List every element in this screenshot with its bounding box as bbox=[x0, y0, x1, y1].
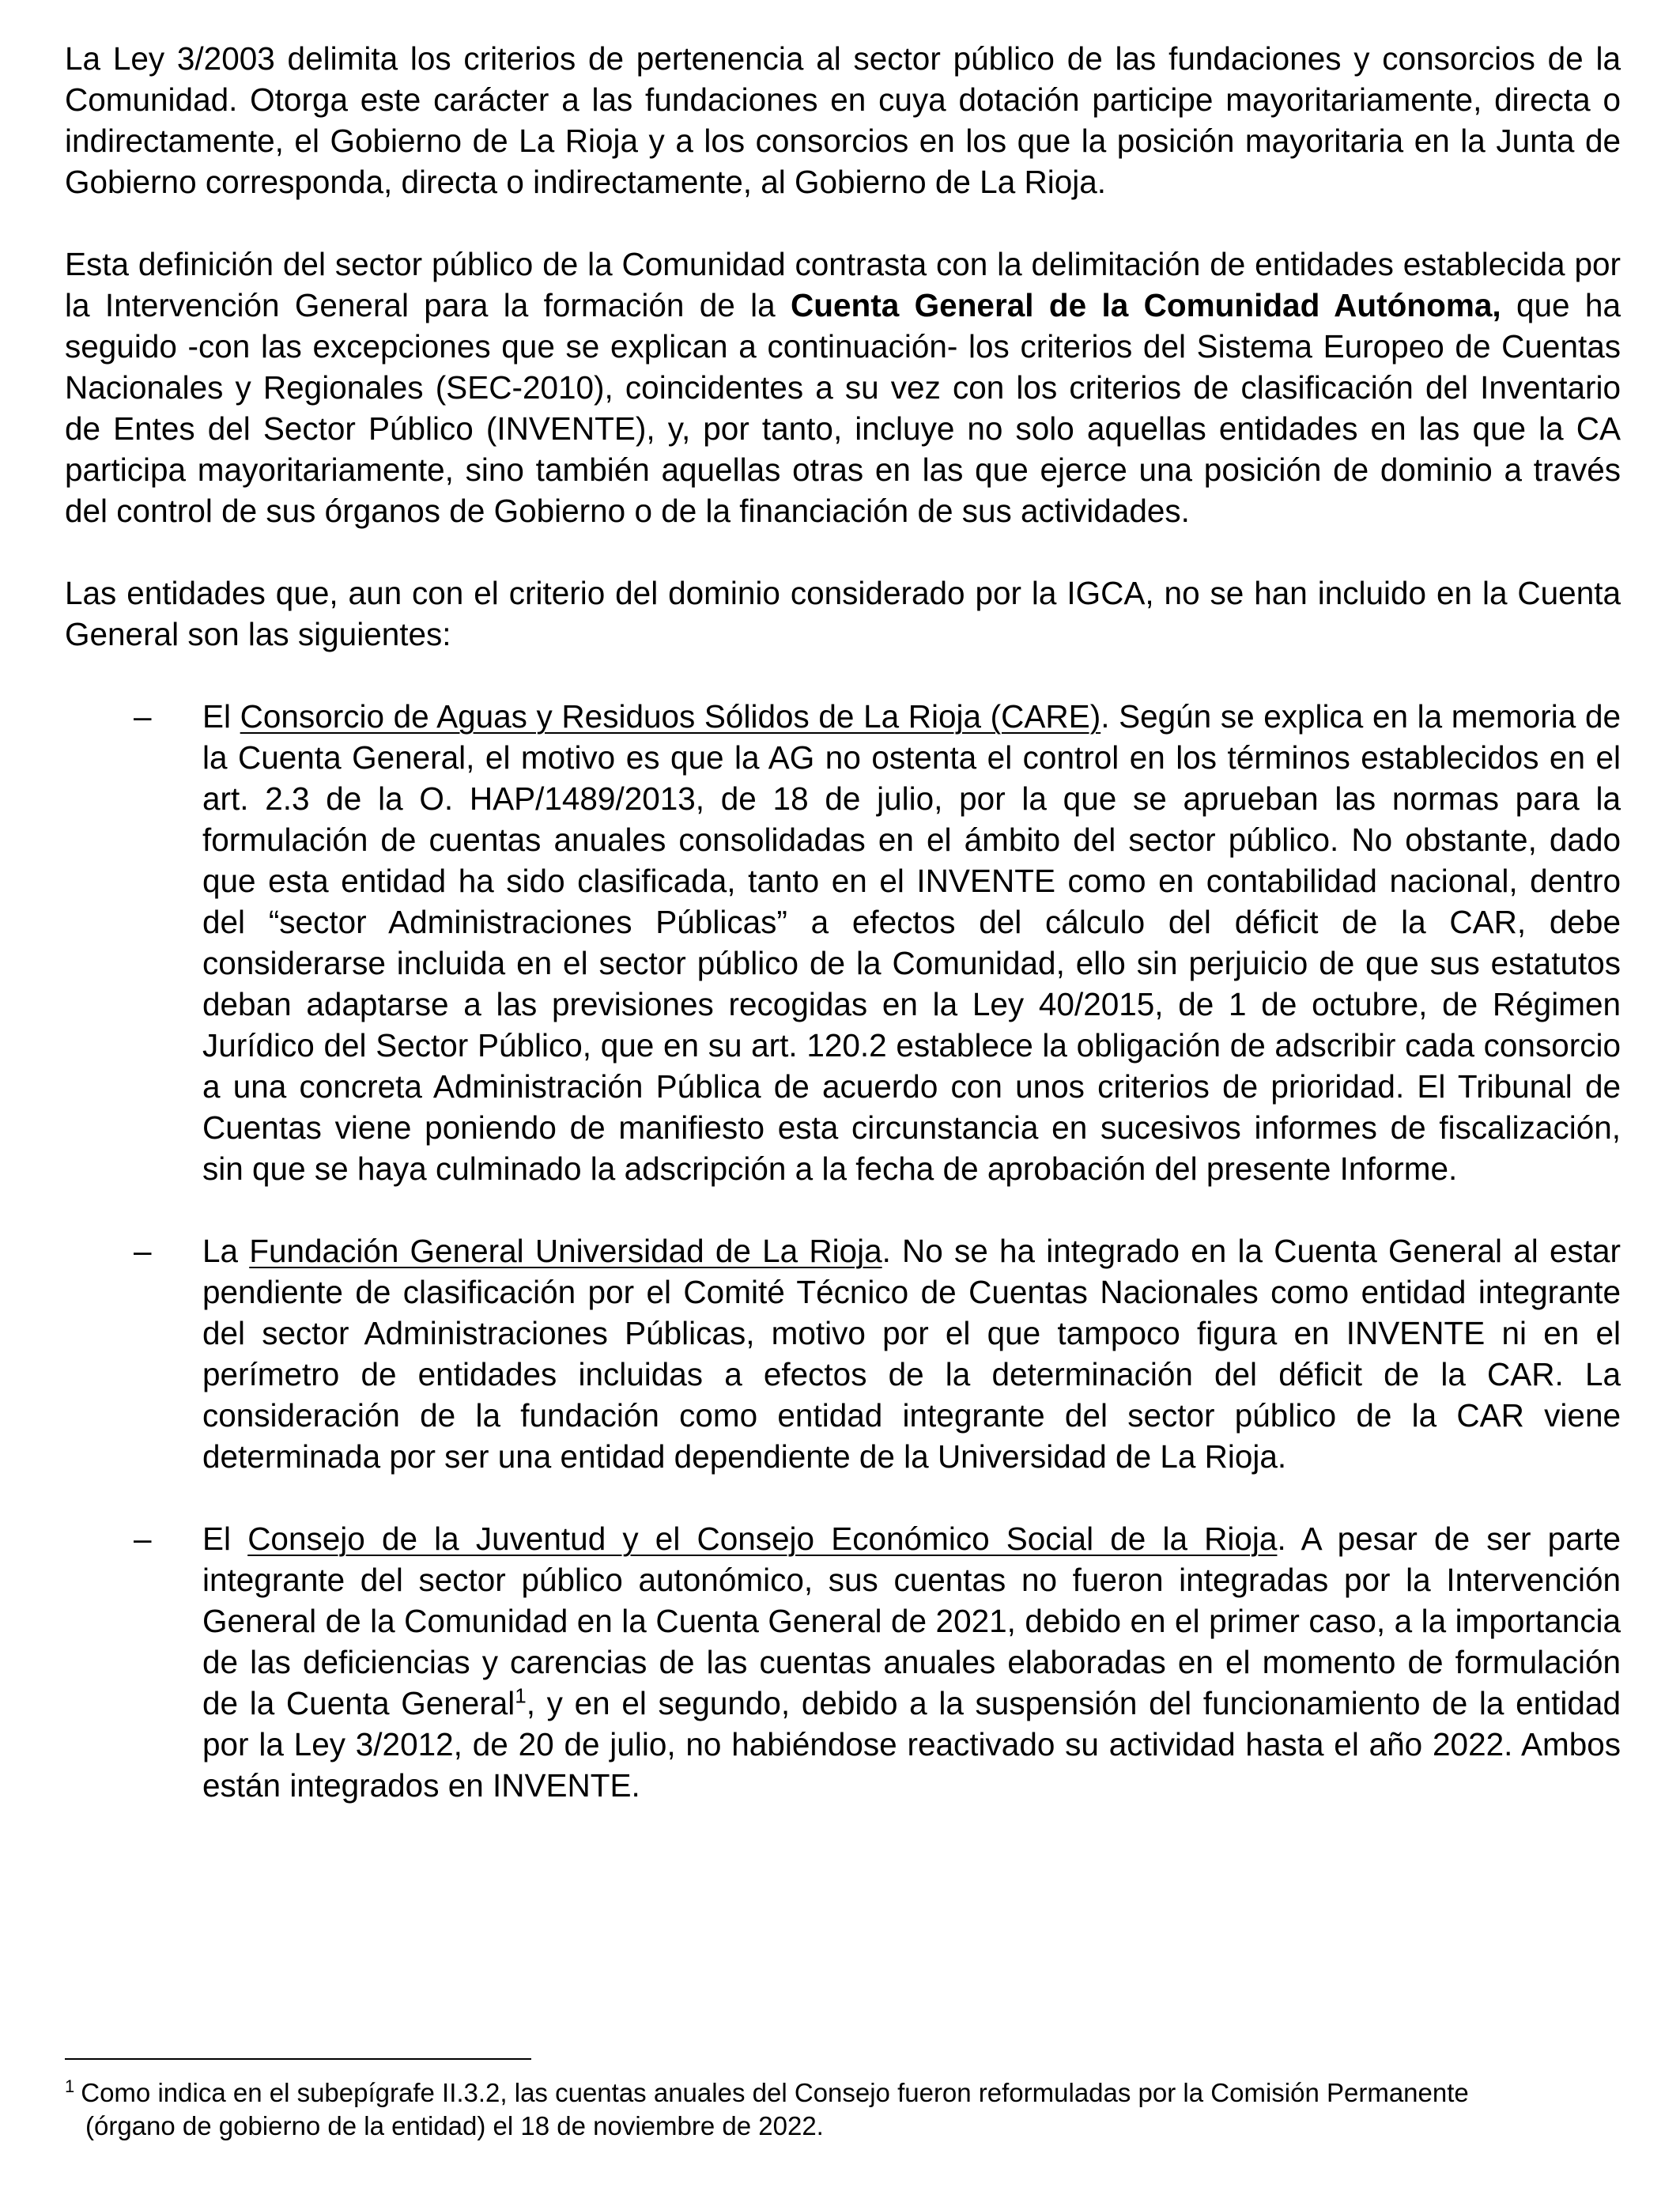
entity-name-underlined: Consejo de la Juventud y el Consejo Económico Social de la Rioja bbox=[247, 1521, 1278, 1557]
footnote-line-2: (órgano de gobierno de la entidad) el 18 de noviembre de 2022. bbox=[85, 2111, 824, 2140]
bullet-item-text bbox=[202, 1230, 1621, 1477]
footnote-separator bbox=[65, 2058, 531, 2060]
bullet-body: . A pesar de ser parte integrante del sector público autonómico, sus cuentas no fueron integradas por la Intervención General de la Comunidad en la Cuenta General de 2021, debido en el primer caso, a la importancia de las deficiencias y carencias de las cuentas anuales elaboradas en el momento de formulación de la Cuenta General bbox=[202, 1521, 1621, 1721]
paragraph-cuenta-general bbox=[65, 244, 1621, 531]
footnote bbox=[65, 2076, 1621, 2143]
bullet-prefix: El bbox=[202, 698, 240, 735]
entity-name-underlined: Fundación General Universidad de La Rioja bbox=[249, 1233, 882, 1269]
footnote-number: 1 bbox=[65, 2076, 75, 2096]
bullet-prefix: El bbox=[202, 1521, 248, 1557]
bullet-prefix: La bbox=[202, 1233, 250, 1269]
bullet-dash: – bbox=[134, 1233, 152, 1269]
document-body bbox=[65, 38, 1621, 1847]
paragraph-entidades-no-incluidas: Las entidades que, aun con el criterio del dominio considerado por la IGCA, no se han incluido en la Cuenta General son las siguientes: bbox=[65, 575, 1621, 652]
bullet-item-care bbox=[65, 696, 1621, 1189]
footnote-reference[interactable]: 1 bbox=[515, 1683, 527, 1708]
bullet-item-text bbox=[202, 696, 1621, 1189]
bullet-body: . Según se explica en la memoria de la Cuenta General, el motivo es que la AG no ostenta el control en los términos establecidos en el art. 2.3 de la O. HAP/1489/2013, de 18 de julio, por la que se aprueban las normas para la formulación de cuentas anuales consolidadas en el ámbito del sector público. No obstante, dado que esta entidad ha sido clasificada, tanto en el INVENTE como en contabilidad nacional, dentro del “sector Administraciones Públicas” a efectos del cálculo del déficit de la CAR, debe considerarse incluida en el sector público de la Comunidad, ello sin perjuicio de que sus estatutos deban adaptarse a las previsiones recogidas en la Ley 40/2015, de 1 de octubre, de Régimen Jurídico del Sector Público, que en su art. 120.2 establece la obligación de adscribir cada consorcio a una concreta Administración Pública de acuerdo con unos criterios de prioridad. El Tribunal de Cuentas viene poniendo de manifiesto esta circunstancia en sucesivos informes de fiscalización, sin que se haya culminado la adscripción a la fecha de aprobación del presente Informe. bbox=[202, 698, 1621, 1187]
bullet-body: . No se ha integrado en la Cuenta General al estar pendiente de clasificación por el Comité Técnico de Cuentas Nacionales como entidad integrante del sector Administraciones Públicas, motivo por el que tampoco figura en INVENTE ni en el perímetro de entidades incluidas a efectos de la determinación del déficit de la CAR. La consideración de la fundación como entidad integrante del sector público de la CAR viene determinada por ser una entidad dependiente de la Universidad de La Rioja. bbox=[202, 1233, 1621, 1475]
paragraph-ley-3-2003: La Ley 3/2003 delimita los criterios de pertenencia al sector público de las fundaciones y consorcios de la Comunidad. Otorga este carácter a las fundaciones en cuya dotación participe mayoritariamente, directa o indirectamente, el Gobierno de La Rioja y a los consorcios en los que la posición mayoritaria en la Junta de Gobierno corresponda, directa o indirectamente, al Gobierno de La Rioja. bbox=[65, 40, 1621, 200]
bullet-item-fundacion bbox=[65, 1230, 1621, 1477]
paragraph-2-bold-term: Cuenta General de la Comunidad Autónoma, bbox=[791, 287, 1501, 323]
bullet-dash: – bbox=[134, 1521, 152, 1557]
footnote-line-1: Como indica en el subepígrafe II.3.2, las cuentas anuales del Consejo fueron reformuladas por la Comisión Permanente bbox=[81, 2078, 1469, 2107]
paragraph-2-text-after: que ha seguido -con las excepciones que se explican a continuación- los criterios del Sistema Europeo de Cuentas Nacionales y Regionales (SEC-2010), coincidentes a su vez con los criterios de clasificación del Inventario de Entes del Sector Público (INVENTE), y, por tanto, incluye no solo aquellas entidades en las que la CA participa mayoritariamente, sino también aquellas otras en las que ejerce una posición de dominio a través del control de sus órganos de Gobierno o de la financiación de sus actividades. bbox=[65, 287, 1621, 529]
bullet-item-text bbox=[202, 1518, 1621, 1806]
paragraph-2-text-before: Esta definición del sector público de la Comunidad contrasta con la delimitación de entidades establecida por la Intervención General para la formación de la bbox=[65, 246, 1621, 323]
bullet-dash: – bbox=[134, 698, 152, 735]
entity-name-underlined: Consorcio de Aguas y Residuos Sólidos de La Rioja (CARE) bbox=[240, 698, 1101, 735]
bullet-item-consejos bbox=[65, 1518, 1621, 1806]
bullet-body-continued: , y en el segundo, debido a la suspensión del funcionamiento de la entidad por la Ley 3/2012, de 20 de julio, no habiéndose reactivado su actividad hasta el año 2022. Ambos están integrados en INVENTE. bbox=[202, 1685, 1621, 1804]
